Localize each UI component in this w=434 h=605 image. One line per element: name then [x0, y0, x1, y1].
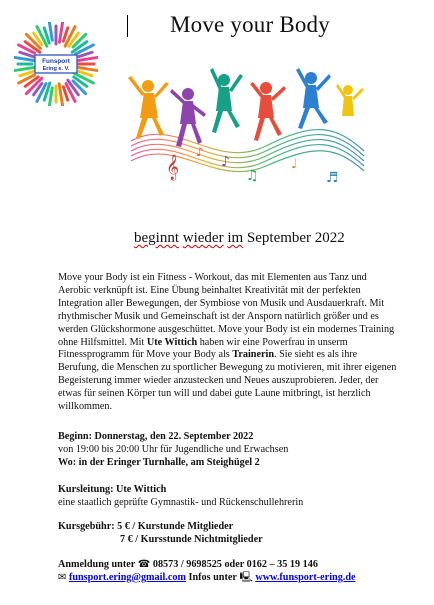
svg-text:♬: ♬: [326, 170, 339, 186]
svg-text:𝄞: 𝄞: [166, 155, 180, 180]
contact-phones: 08573 / 9698525 oder 0162 – 35 19 146: [152, 559, 318, 570]
schedule-place: Wo: in der Eringer Turnhalle, am Steighügel 2: [58, 456, 260, 468]
intro-text-1: Move your Body ist ein Fitness - Workout, das mit Elementen aus Tanz und Aerobic verknüpft ist. Eine Übung beinhaltet Kreativität mit der perfekten Integration aller Bewegungen, der Symbiose von Musik und Ausdauerkraft. Mit rhythmischer Musik und Gemeinschaft ist der Ansporn natürlich größer und es werden Glückshormone ausgeschüttet. Move your Body ist ein modernes Training ohne Hilfsmittel. Mit: [58, 272, 395, 348]
text-cursor: [127, 15, 128, 37]
funsport-logo: [14, 22, 98, 106]
subtitle-rest: September 2022: [246, 230, 345, 246]
intro-paragraph: [58, 272, 398, 414]
fee-nonmembers: 7 € / Kursstunde Nichtmitglieder: [120, 533, 263, 545]
schedule-block: [58, 431, 418, 470]
instructor-block: [58, 484, 418, 510]
email-link[interactable]: funsport.ering@gmail.com: [68, 571, 186, 583]
instructor-label: Kursleitung: Ute Wittich: [58, 484, 167, 495]
subtitle: [134, 230, 345, 247]
phone-icon: ☎: [137, 559, 151, 570]
trainer-name: Ute Wittich: [146, 336, 198, 348]
logo-text-line1: Funsport: [42, 58, 70, 65]
subtitle-word-wieder: wieder: [182, 230, 224, 246]
subtitle-word-beginnt: beginnt: [134, 230, 179, 246]
computer-icon: 🖳: [239, 571, 253, 583]
envelope-icon: ✉: [58, 571, 67, 583]
svg-text:♪: ♪: [196, 145, 204, 159]
dancers-music-illustration: [126, 56, 366, 188]
trainer-role: Trainerin: [232, 349, 275, 361]
fee-members: Kursgebühr: 5 € / Kurstunde Mitglieder: [58, 521, 234, 532]
fees-block: [58, 521, 418, 547]
svg-text:♩: ♩: [291, 157, 298, 172]
instructor-desc: eine staatlich geprüfte Gymnastik- und Rückenschullehrerin: [58, 496, 304, 508]
logo-text-line2: Ering e. V.: [42, 66, 70, 72]
subtitle-word-im: im: [227, 230, 244, 246]
contact-prefix: Anmeldung unter: [58, 559, 136, 570]
intro-text-2: haben wir eine Powerfrau in unserm Fitnessprogramm für Move your Body als: [58, 336, 348, 361]
website-link[interactable]: www.funsport-ering.de: [255, 571, 356, 583]
schedule-start: Beginn: Donnerstag, den 22. September 2022: [58, 431, 254, 442]
schedule-time: von 19:00 bis 20:00 Uhr für Jugendliche und Erwachsen: [58, 443, 289, 455]
svg-text:♫: ♫: [246, 168, 259, 184]
contact-infos-label: Infos unter: [188, 571, 237, 583]
svg-text:♪: ♪: [221, 154, 230, 170]
page-title: Move your Body: [170, 12, 330, 37]
intro-text-3: . Sie sieht es als ihre Berufung, die Menschen zu sportlicher Bewegung zu motivieren, mit ihrer eigenen Begeisterung immer wieder anzustecken und Neues auszuprobieren. Jeder, der etwas für seinen Körper tun will und dabei gute Laune mitbringt, ist herzlich willkommen.: [58, 349, 397, 413]
contact-block: [58, 559, 418, 585]
